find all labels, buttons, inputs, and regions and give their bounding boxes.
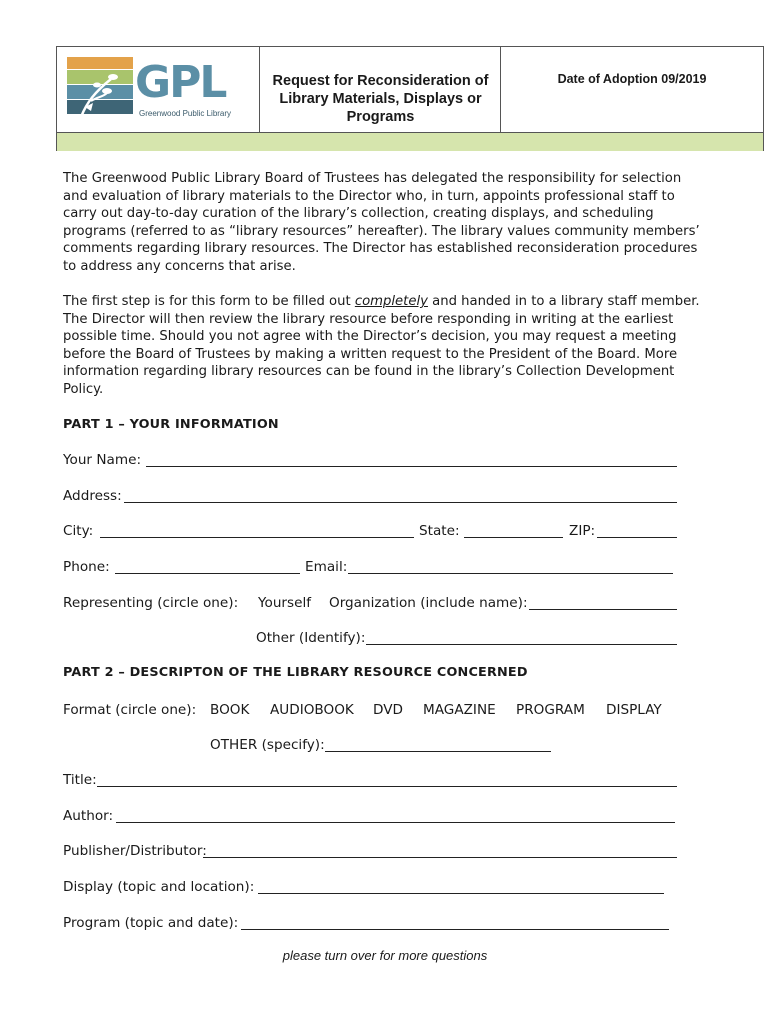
zip-label: ZIP: — [569, 523, 596, 539]
header-accent-bar — [57, 132, 763, 151]
library-logo-icon — [67, 57, 133, 121]
intro-p2-start: The first step is for this form to be filled out — [63, 294, 355, 309]
state-field[interactable] — [464, 537, 563, 538]
name-field[interactable] — [146, 466, 677, 467]
format-other-field[interactable] — [325, 751, 551, 752]
address-label: Address: — [63, 488, 122, 504]
title-cell — [260, 47, 501, 132]
intro-paragraph-1: The Greenwood Public Library Board of Trustees has delegated the responsibility for selection and evaluation of library materials to the Director who, in turn, appoints professional staff to carry out day-to-day curation of the library’s collection, creating displays, and scheduling programs (referred to as “library resources” hereafter). The library values community members’ comments regarding library resources. The Director has established reconsideration procedures to address any concerns that arise. — [63, 171, 700, 274]
program-label: Program (topic and date): — [63, 915, 239, 931]
author-field[interactable] — [116, 822, 675, 823]
format-option-book[interactable]: BOOK — [210, 702, 250, 718]
phone-label: Phone: — [63, 559, 110, 575]
other-identify-field[interactable] — [366, 644, 677, 645]
publisher-field[interactable] — [203, 857, 677, 858]
name-label: Your Name: — [63, 452, 142, 468]
email-label: Email: — [305, 559, 348, 575]
representing-label: Representing (circle one): — [63, 595, 239, 611]
option-other[interactable]: Other (Identify): — [256, 630, 366, 646]
address-field[interactable] — [124, 502, 677, 503]
format-label: Format (circle one): — [63, 702, 197, 718]
state-label: State: — [419, 523, 460, 539]
format-other-label[interactable]: OTHER (specify): — [210, 737, 325, 753]
organization-name-field[interactable] — [529, 609, 677, 610]
part1-heading: PART 1 – YOUR INFORMATION — [63, 417, 279, 432]
document-title: Request for Reconsideration of Library Materials, Displays or Programs — [272, 73, 489, 125]
option-yourself[interactable]: Yourself — [258, 595, 312, 611]
email-field[interactable] — [348, 573, 673, 574]
display-field[interactable] — [258, 893, 664, 894]
publisher-label: Publisher/Distributor: — [63, 843, 207, 859]
format-option-dvd[interactable]: DVD — [373, 702, 403, 718]
intro-p2-end: and handed in to a library staff member. The Director will then review the library resource before responding in writing at the earliest possible time. Should you not agree with the Director’s decision, you may request a meeting before the Board of Trustees by making a written request to the President of the Board. More information regarding library resources can be found in the library’s Collection Development Policy. — [63, 294, 700, 397]
logo-subtext: Greenwood Public Library — [139, 109, 232, 118]
phone-field[interactable] — [115, 573, 300, 574]
format-option-magazine[interactable]: MAGAZINE — [423, 702, 496, 718]
turn-over-note: please turn over for more questions — [282, 948, 488, 963]
program-field[interactable] — [241, 929, 669, 930]
part2-heading: PART 2 – DESCRIPTON OF THE LIBRARY RESOURCE CONCERNED — [63, 665, 528, 680]
title-field[interactable] — [97, 786, 677, 787]
city-label: City: — [63, 523, 94, 539]
logo-cell — [57, 47, 260, 132]
city-field[interactable] — [100, 537, 414, 538]
format-option-program[interactable]: PROGRAM — [516, 702, 585, 718]
intro-p2-emphasis: completely — [354, 294, 428, 309]
format-option-display[interactable]: DISPLAY — [606, 702, 662, 718]
display-label: Display (topic and location): — [63, 879, 255, 895]
date-cell — [501, 47, 763, 132]
author-label: Author: — [63, 808, 114, 824]
title-label: Title: — [63, 772, 97, 788]
option-organization[interactable]: Organization (include name): — [329, 595, 528, 611]
intro-paragraph-2 — [63, 293, 703, 398]
zip-field[interactable] — [597, 537, 677, 538]
format-option-audiobook[interactable]: AUDIOBOOK — [270, 702, 354, 718]
header-table — [56, 46, 764, 151]
adoption-date: Date of Adoption 09/2019 — [557, 72, 707, 86]
logo-wordmark: GPL — [135, 57, 226, 108]
